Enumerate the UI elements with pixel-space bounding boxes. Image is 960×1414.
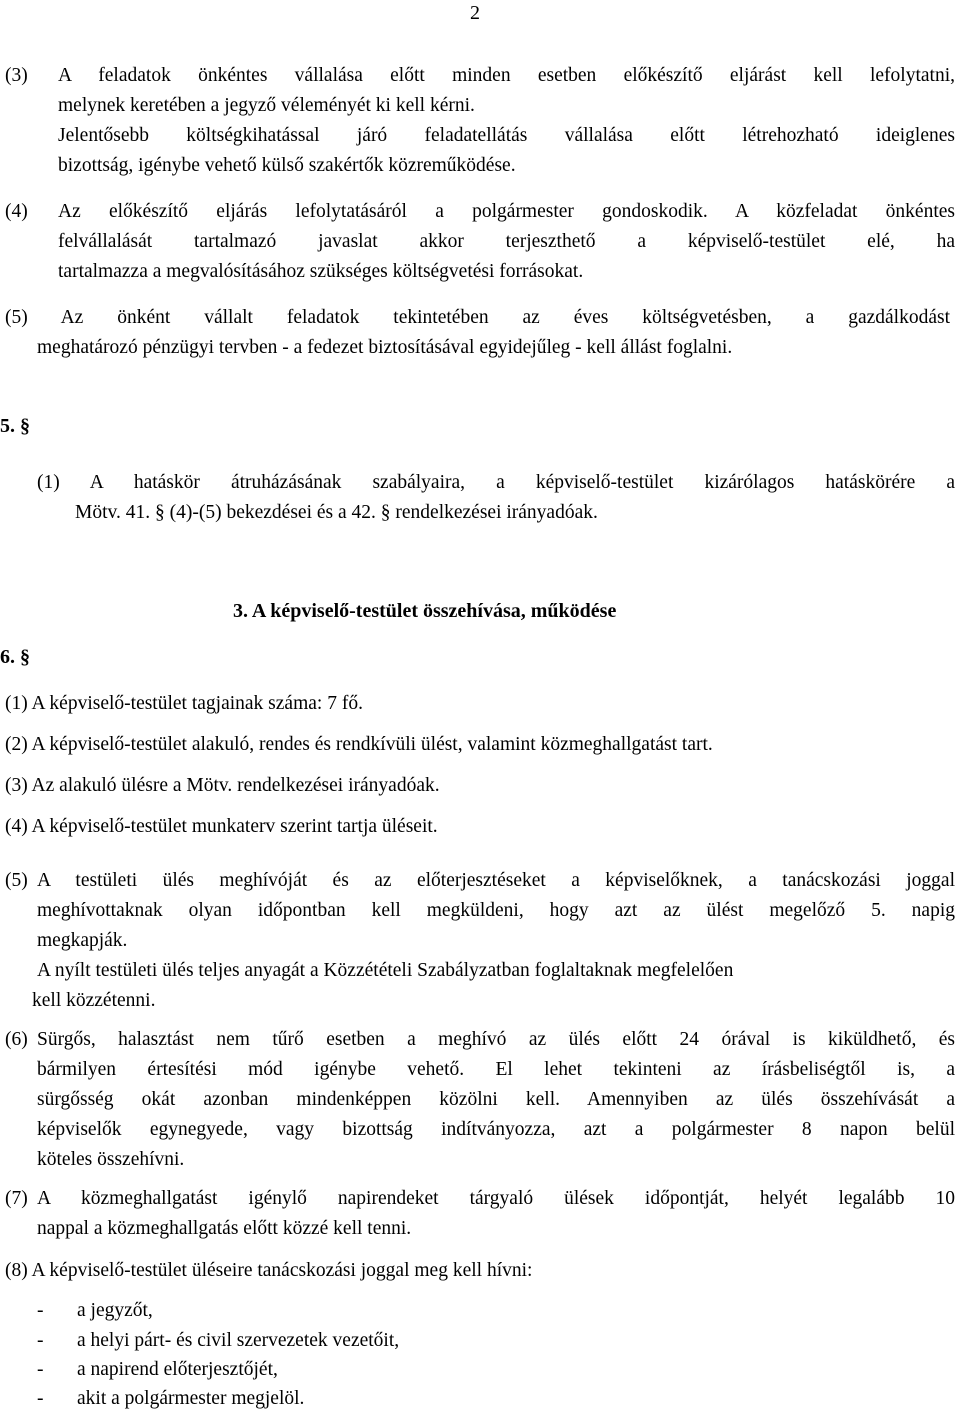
list-dash: -: [37, 1359, 44, 1380]
list-item: a napirend előterjesztőjét,: [77, 1359, 278, 1380]
paragraph-4: [5, 197, 955, 287]
section-6-paragraph-5: [5, 866, 955, 1016]
text-line: A nyílt testületi ülés teljes anyagát a Közzétételi Szabályzatban foglaltaknak megfelelően: [37, 960, 734, 981]
text-line: nappal a közmeghallgatás előtt közzé kell tenni.: [37, 1218, 412, 1239]
text-line: sürgősség okát azonban mindenképpen közölni kell. Amennyiben az ülés összehívását a: [37, 1089, 955, 1110]
text-line: meghívottaknak olyan időpontban kell megküldeni, hogy azt az ülést megelőző 5. napig: [37, 900, 955, 921]
paragraph-5: [5, 303, 950, 363]
text-line: Sürgős, halasztást nem tűrő esetben a meghívó az ülés előtt 24 órával is kiküldhető, és: [37, 1029, 955, 1050]
text-line: (4) A képviselő-testület munkaterv szerint tartja üléseit.: [5, 816, 438, 837]
text-line: (1) A hatáskör átruházásának szabályaira, a képviselő-testület kizárólagos hatáskörére a: [37, 472, 955, 493]
text-line: (5) Az önként vállalt feladatok tekintetében az éves költségvetésben, a gazdálkodást: [5, 307, 950, 328]
section-6-paragraph-6: [5, 1025, 955, 1175]
text-line: Az előkészítő eljárás lefolytatásáról a polgármester gondoskodik. A közfeladat önkéntes: [58, 201, 955, 222]
paragraph-number: (7): [5, 1188, 28, 1209]
list-dash: -: [37, 1330, 44, 1351]
text-line: (8) A képviselő-testület üléseire tanácskozási joggal meg kell hívni:: [5, 1260, 533, 1281]
text-line: A közmeghallgatást igénylő napirendeket tárgyaló ülések időpontját, helyét legalább 10: [37, 1188, 955, 1209]
list-item: a helyi párt- és civil szervezetek vezetőit,: [77, 1330, 400, 1351]
section-6-paragraph-3: [5, 771, 440, 801]
text-line: Mötv. 41. § (4)-(5) bekezdései és a 42. § rendelkezései irányadóak.: [75, 502, 598, 523]
text-line: bizottság, igénybe vehető külső szakértők közreműködése.: [58, 155, 516, 176]
page-number: 2: [470, 2, 480, 24]
paragraph-number: (3): [5, 65, 28, 86]
paragraph-number: (5): [5, 870, 28, 891]
section-5-label: 5. §: [0, 415, 30, 437]
text-line: meghatározó pénzügyi tervben - a fedezet biztosításával egyidejűleg - kell állást foglalni.: [37, 337, 733, 358]
paragraph-3: [5, 61, 955, 181]
list-item: akit a polgármester megjelöl.: [77, 1388, 305, 1409]
text-line: tartalmazza a megvalósításához szükséges költségvetési forrásokat.: [58, 261, 584, 282]
text-line: (1) A képviselő-testület tagjainak száma: 7 fő.: [5, 693, 363, 714]
paragraph-number: (6): [5, 1029, 28, 1050]
section-6-paragraph-4: [5, 812, 438, 842]
section-6-label: 6. §: [0, 646, 30, 668]
text-line: kell közzétenni.: [32, 990, 156, 1011]
section-6-paragraph-2: [5, 730, 713, 760]
list-item: a jegyzőt,: [77, 1300, 153, 1321]
chapter-heading: 3. A képviselő-testület összehívása, működése: [233, 600, 617, 622]
text-line: A feladatok önkéntes vállalása előtt minden esetben előkészítő eljárást kell lefolytatni,: [58, 65, 955, 86]
text-line: felvállalását tartalmazó javaslat akkor terjeszthető a képviselő-testület elé, ha: [58, 231, 955, 252]
text-line: (2) A képviselő-testület alakuló, rendes és rendkívüli ülést, valamint közmeghallgatást tart.: [5, 734, 713, 755]
text-line: melynek keretében a jegyző véleményét ki kell kérni.: [58, 95, 475, 116]
text-line: megkapják.: [37, 930, 128, 951]
text-line: köteles összehívni.: [37, 1149, 185, 1170]
list-dash: -: [37, 1300, 44, 1321]
section-5-paragraph-1: [37, 468, 955, 528]
text-line: bármilyen értesítési mód igénybe vehető. El lehet tekinteni az írásbeliségtől is, a: [37, 1059, 955, 1080]
section-6-paragraph-7: [5, 1184, 955, 1244]
list-dash: -: [37, 1388, 44, 1409]
section-6-paragraph-1: [5, 689, 363, 719]
text-line: Jelentősebb költségkihatással járó feladatellátás vállalása előtt létrehozható ideiglenes: [58, 125, 955, 146]
text-line: képviselők egynegyede, vagy bizottság indítványozza, azt a polgármester 8 napon belül: [37, 1119, 955, 1140]
text-line: (3) Az alakuló ülésre a Mötv. rendelkezései irányadóak.: [5, 775, 440, 796]
section-6-paragraph-8: [5, 1256, 532, 1286]
paragraph-number: (4): [5, 201, 28, 222]
text-line: A testületi ülés meghívóját és az előterjesztéseket a képviselőknek, a tanácskozási joggal: [37, 870, 955, 891]
